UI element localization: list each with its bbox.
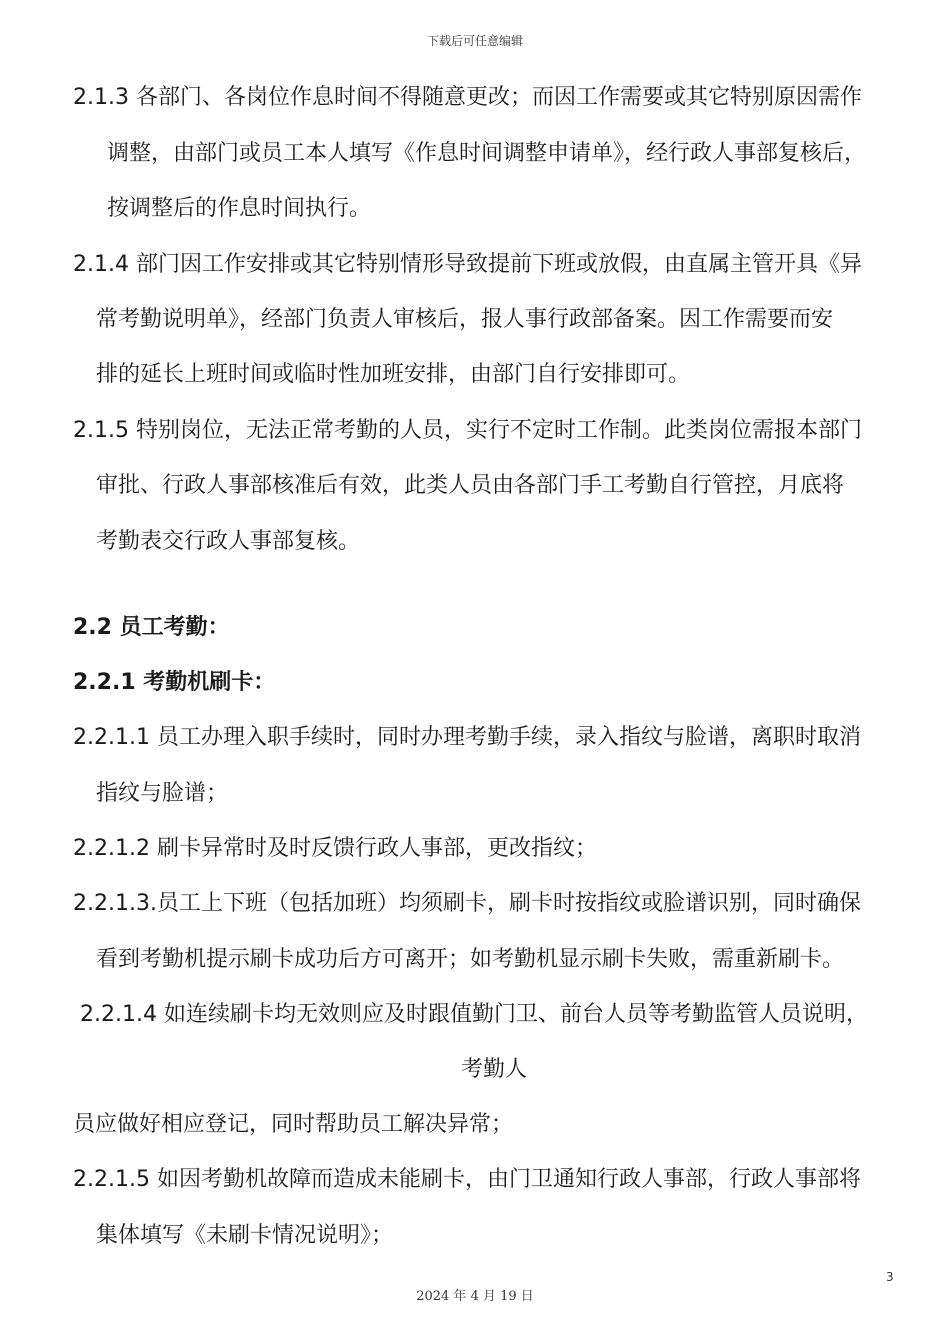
paragraph-2-1-4-line-3: 排的延长上班时间或临时性加班安排，由部门自行安排即可。: [96, 362, 691, 387]
paragraph-2-1-4-line-2: 常考勤说明单》，经部门负责人审核后，报人事行政部备案。因工作需要而安: [96, 307, 834, 332]
paragraph-2-1-5-line-2: 审批、行政人事部核准后有效，此类人员由各部门手工考勤自行管控，月底将: [96, 473, 845, 498]
paragraph-2-2-1-1-line-2: 指纹与脸谱；: [96, 781, 229, 806]
section-heading-2-2-1: 2.2.1 考勤机刷卡：: [73, 670, 276, 695]
section-heading-2-2: 2.2 员工考勤：: [73, 615, 230, 640]
paragraph-2-1-3-line-2: 调整，由部门或员工本人填写《作息时间调整申请单》，经行政人事部复核后，: [107, 141, 867, 166]
footer-date: 2024 年 4 月 19 日: [416, 1289, 534, 1304]
paragraph-2-2-1-5-line-1: 2.2.1.5 如因考勤机故障而造成未能刷卡，由门卫通知行政人事部，行政人事部将: [73, 1167, 861, 1192]
paragraph-2-2-1-5-line-2: 集体填写《未刷卡情况说明》；: [96, 1223, 394, 1248]
paragraph-2-1-5-line-1: 2.1.5 特别岗位，无法正常考勤的人员，实行不定时工作制。此类岗位需报本部门: [73, 418, 862, 443]
paragraph-2-1-3-line-1: 2.1.3 各部门、各岗位作息时间不得随意更改；而因工作需要或其它特别原因需作: [73, 85, 862, 110]
header-note: 下载后可任意编辑: [426, 34, 523, 48]
page-number: 3: [886, 1270, 894, 1284]
paragraph-2-2-1-3-line-2: 看到考勤机提示刷卡成功后方可离开；如考勤机显示刷卡失败，需重新刷卡。: [96, 947, 845, 972]
paragraph-2-2-1-4-line-3: 员应做好相应登记，同时帮助员工解决异常；: [73, 1112, 514, 1137]
paragraph-2-1-4-line-1: 2.1.4 部门因工作安排或其它特别情形导致提前下班或放假，由直属主管开具《异: [73, 252, 862, 277]
paragraph-2-1-3-line-3: 按调整后的作息时间执行。: [107, 196, 372, 221]
paragraph-2-2-1-4-line-1: 2.2.1.4 如连续刷卡均无效则应及时跟值勤门卫、前台人员等考勤监管人员说明，: [80, 1002, 868, 1027]
paragraph-2-2-1-4-line-2: 考勤人: [461, 1057, 528, 1082]
paragraph-2-2-1-1-line-1: 2.2.1.1 员工办理入职手续时，同时办理考勤手续，录入指纹与脸谱，离职时取消: [73, 725, 861, 750]
paragraph-2-2-1-2: 2.2.1.2 刷卡异常时及时反馈行政人事部，更改指纹；: [73, 836, 597, 861]
paragraph-2-1-5-line-3: 考勤表交行政人事部复核。: [96, 529, 361, 554]
paragraph-2-2-1-3-line-1: 2.2.1.3.员工上下班（包括加班）均须刷卡，刷卡时按指纹或脸谱识别，同时确保: [73, 891, 861, 916]
